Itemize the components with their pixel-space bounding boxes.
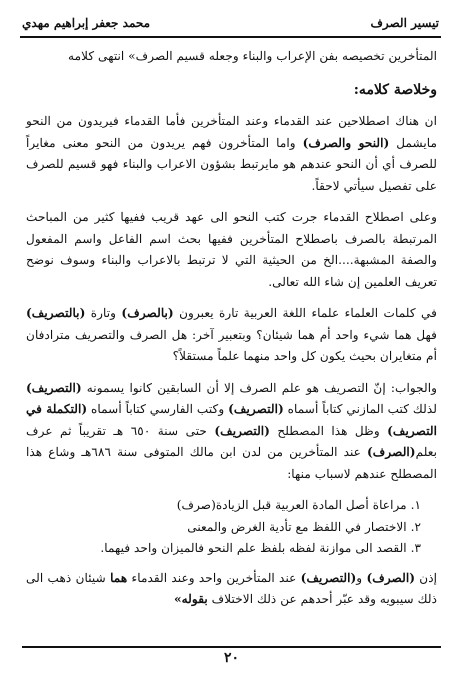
page-number: ٢٠ <box>223 650 240 666</box>
list-item: ١. مراعاة أصل المادة العربية قبل الزيادة(صرف) <box>176 498 421 512</box>
book-title: تيسير الصرف <box>370 16 439 30</box>
page-footer <box>22 640 441 670</box>
paragraph-1: ان هناك اصطلاحين عند القدماء وعند المتأخرين فأما القدماء فيريدون من النحو مايشمل (النحو والصرف) واما المتأخرون فهم يريدون من النحو معنى مغايراً للصرف أي أن النحو عندهم هو مايرتبط بشؤون الاعراب والبناء فهو قسيم للصرف على تفصيل سيأتي لاحقاً. <box>26 114 438 193</box>
intro-paragraph: المتأخرين تخصيصه بفن الإعراب والبناء وجعله قسيم الصرف» انتهى كلامه <box>68 49 437 63</box>
paragraph-2: وعلى اصطلاح القدماء جرت كتب النحو الى عهد قريب ففيها كثير من المباحث المرتبطة بالصرف باصطلاح المتأخرين ففيها بحث اسم الفاعل واسم المفعول والصفة المشبهة....الخ من الحيثية التي لا ترتبط بالاعراب والبناء وسوف نوضح تعريف العلمين إن شاء الله تعالى. <box>26 210 437 289</box>
section-heading: وخلاصة كلامه: <box>353 81 437 98</box>
list-item: ٣. القصد الى موازنة لفظه بلفظ علم النحو فالميزان واحد فيهما. <box>100 541 421 555</box>
paragraph-5: إذن (الصرف) و(التصريف) عند المتأخرين واحد وعند القدماء هما شيئان ذهب الى ذلك سيبويه وقد عبّر أحدهم عن ذلك الاختلاف بقوله» <box>26 570 438 606</box>
running-header <box>20 10 441 38</box>
author-name: محمد جعفر إبراهيم مهدي <box>22 16 151 30</box>
list-item: ٢. الاختصار في اللفظ مع تأدية الغرض والمعنى <box>187 519 421 534</box>
header-rule <box>20 36 441 38</box>
paragraph-3: في كلمات العلماء علماء اللغة العربية تارة يعبرون (بالصرف) وتارة (بالتصريف) فهل هما شيء واحد أم هما شيئان؟ وبتعبير آخر: هل الصرف والتصريف مترادفان أم متغايران بحيث يكون كل واحد منهما علماً مستقلاً؟ <box>26 306 438 363</box>
reasons-list <box>26 495 437 560</box>
footer-rule <box>22 646 441 648</box>
page-body <box>26 46 437 621</box>
paragraph-4: والجواب: إنّ التصريف هو علم الصرف إلا أن السابقين كانوا يسمونه (التصريف) لذلك كتب المازني كتاباً أسماه (التصريف) وكتب الفارسي كتاباً أسماه (التكملة في التصريف) وظل هذا المصطلح (التصريف) حتى سنة ٦٥٠ هـ تقريباً ثم عرف بعلم(الصرف) عند المتأخرين من لدن ابن مالك المتوفى سنة ٦٨٦هـ وشاع هذا المصطلح عندهم لاسباب منها: <box>26 380 438 481</box>
